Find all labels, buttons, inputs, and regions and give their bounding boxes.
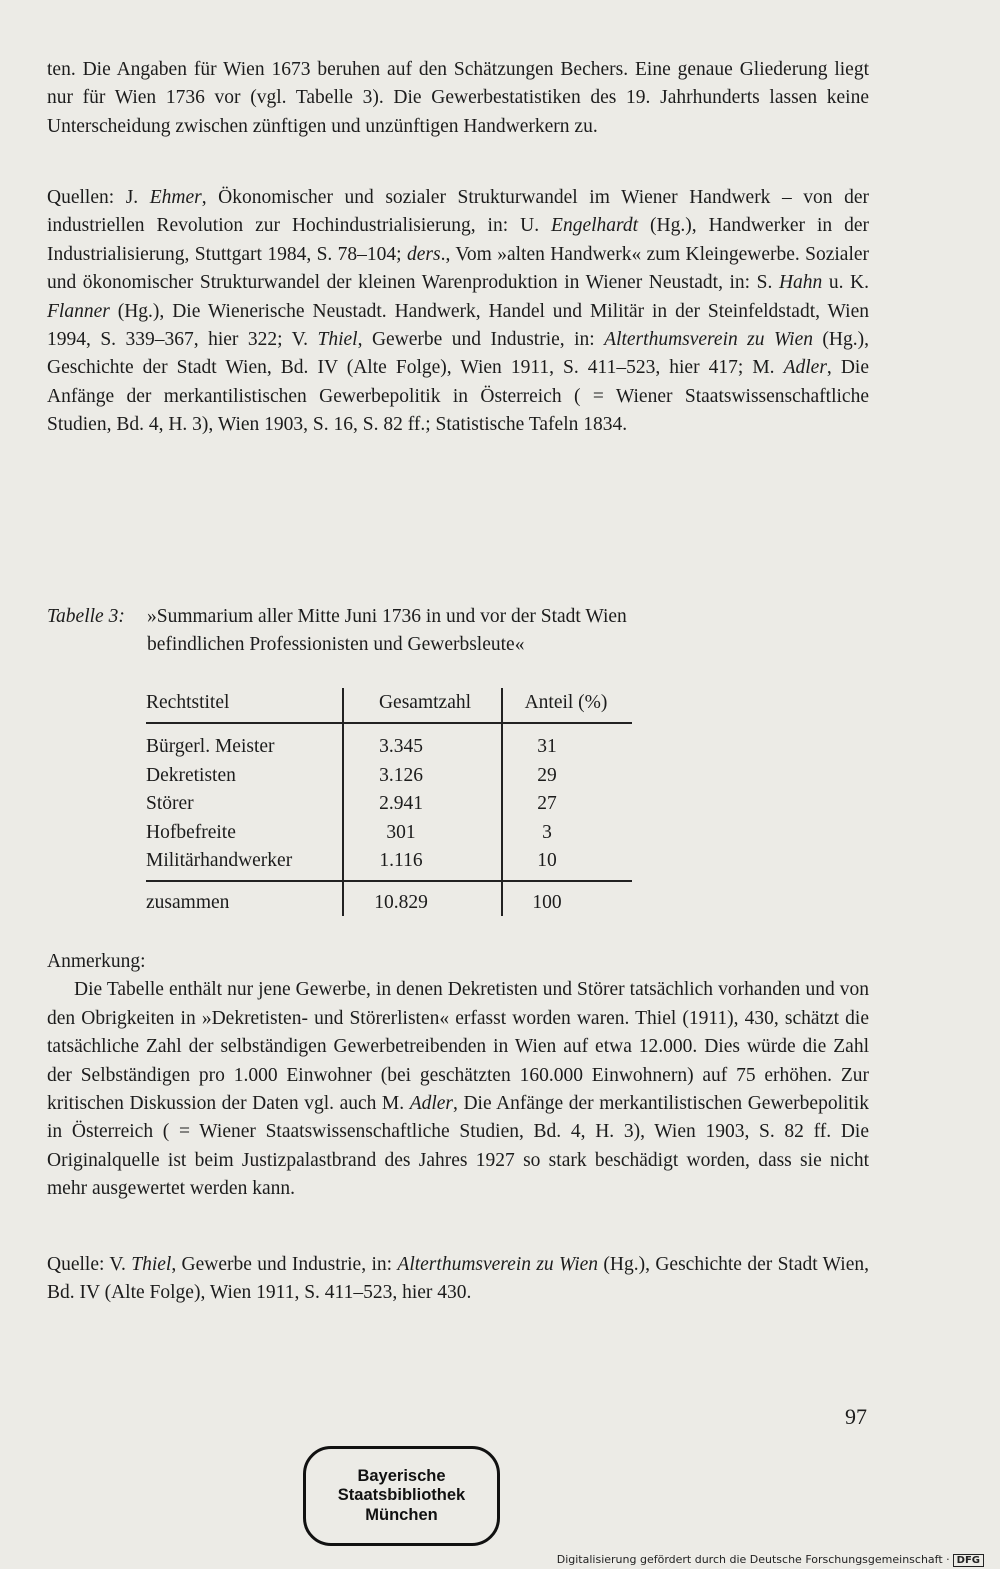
author-name: Flanner [47,300,110,322]
table-header: Anteil (%) [524,692,608,713]
author-name: Hahn [778,272,823,294]
sources-text: (Hg.), Geschichte der Stadt Wien, Bd. IV (Alte Folge), Wien 1911, S. 411–523, hier 417; M. [47,329,869,379]
footer-text: Digitalisierung gefördert durch die Deutsche Forschungsgemeinschaft · [556,1553,950,1566]
author-name: ders [406,243,441,265]
table-cell: Störer [146,793,194,814]
table-cell: 301 [386,821,416,843]
note-heading: Anmerkung: [47,951,146,972]
table-total-cell: 100 [532,892,562,913]
table-total-cell: zusammen [146,892,230,913]
table-cell: 3 [542,821,552,843]
table-cell: Hofbefreite [146,821,236,843]
table-cell: Bürgerl. Meister [146,736,275,757]
sources-text: (Hg.), Die Wienerische Neustadt. Handwerk, Handel und Militär in der Steinfeldstadt, Wien 1994, S. 339–367, hier 322; V. [47,300,869,351]
sources-text: u. K. [822,272,869,294]
table-total-cell: 10.829 [374,892,428,913]
table-cell: 1.116 [379,850,423,871]
total-rule [146,880,632,882]
table-cell: 2.941 [379,793,423,814]
stamp-line: Bayerische [357,1466,446,1485]
sources-text: (Hg.), Handwerker in der Industrialisierung, Stuttgart 1984, S. 78–104; [47,215,869,265]
table-cell: 3.345 [379,736,423,757]
note-section [47,948,869,1204]
table-cell: Dekretisten [146,764,236,786]
author-name: Engelhardt [551,215,639,237]
intro-text: ten. Die Angaben für Wien 1673 beruhen auf den Schätzungen Bechers. Eine genaue Gliederung liegt nur für Wien 1736 vor (vgl. Tabelle 3). Die Gewerbestatistiken des 19. Jahrhunderts lassen keine Unterscheidung zwischen zünftigen und unzünftigen Handwerkern zu. [47,59,869,137]
author-name: Ehmer [149,187,202,208]
source-paragraph [47,1251,869,1308]
table-cell: Militärhandwerker [146,850,293,871]
author-name: Thiel [317,329,358,351]
library-stamp [303,1446,500,1546]
sources-text: , Die Anfänge der merkantilistischen Gewerbepolitik in Österreich ( = Wiener Staatswissenschaftliche Studien, Bd. 4, H. 3), Wien 1903, S. 16, S. 82 ff.; Statistische Tafeln 1834. [47,357,870,436]
source-text: (Hg.), Geschichte der Stadt Wien, Bd. IV (Alte Folge), Wien 1911, S. 411–523, hier 430. [47,1254,870,1304]
table-cell: 27 [537,793,557,814]
data-table [146,688,636,918]
table-header: Gesamtzahl [378,692,472,713]
table-cell: 31 [537,736,557,757]
dfg-logo: DFG [953,1554,984,1567]
sources-text: , Gewerbe und Industrie, in: [357,329,605,351]
table-cell: 10 [537,850,557,871]
sources-text: Quellen: J. [47,187,150,208]
stamp-line: Staatsbibliothek [337,1486,466,1505]
publisher-name: Alterthumsverein zu Wien [604,329,813,351]
table-title-line: befindlichen Professionisten und Gewerbsleute« [147,634,525,656]
source-text: , Gewerbe und Industrie, in: [171,1254,398,1275]
publisher-name: Alterthumsverein zu Wien [397,1254,599,1275]
table-cell: 3.126 [379,764,423,786]
table-header: Rechtstitel [146,692,230,713]
header-rule [146,722,632,724]
table-cell: 29 [537,764,557,786]
table-label: Tabelle 3: [47,606,125,627]
table-title-line: »Summarium aller Mitte Juni 1736 in und vor der Stadt Wien [147,606,627,627]
page-number: 97 [845,1404,867,1429]
author-name: Adler [783,357,827,379]
intro-paragraph [47,56,869,141]
source-text: Quelle: V. [47,1254,132,1275]
note-text: , Die Anfänge der merkantilistischen Gewerbepolitik in Österreich ( = Wiener Staatswissenschaftliche Studien, Bd. 4, H. 3), Wien 1903, S. 82 ff. Die Originalquelle ist beim Justizpalastbrand des Jahres 1927 so stark beschädigt worden, dass sie nicht mehr ausgewertet werden kann. [47,1093,869,1200]
sources-paragraph [47,184,869,440]
sources-text: , Ökonomischer und sozialer Strukturwandel im Wiener Handwerk – von der industriellen Revolution zur Hochindustrialisierung, in: U. [47,187,869,237]
author-name: Thiel [131,1254,172,1275]
author-name: Adler [409,1093,454,1115]
note-text: Die Tabelle enthält nur jene Gewerbe, in denen Dekretisten und Störer tatsächlich vorhanden und von den Obrigkeiten in »Dekretisten- und Störerlisten« erfasst worden waren. Thiel (1911), 430, schätzt die tatsächliche Zahl der selbständigen Gewerbetreibenden in Wien auf etwa 12.000. Dies würde die Zahl der Selbständigen pro 1.000 Einwohner (bei geschätzten 160.000 Einwohnern) auf 75 erhöhen. Zur kritischen Diskussion der Daten vgl. auch M. [47,979,869,1115]
sources-text: ., Vom »alten Handwerk« zum Kleingewerbe. Sozialer und ökonomischer Strukturwandel der kleinen Warenproduktion in Wiener Neustadt, in: S. [47,243,870,294]
digitization-footer [557,1553,984,1567]
stamp-line: München [365,1505,438,1524]
